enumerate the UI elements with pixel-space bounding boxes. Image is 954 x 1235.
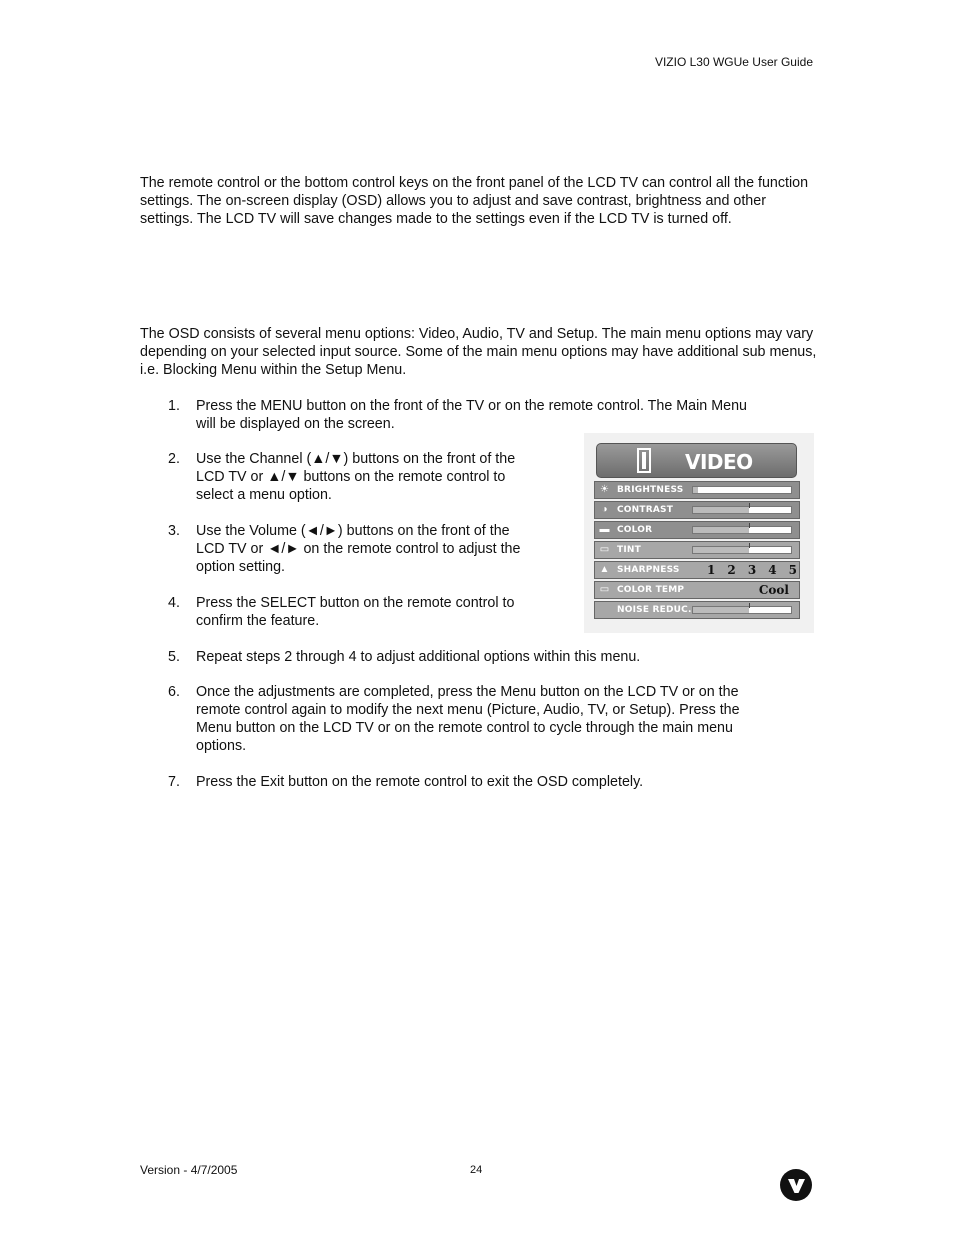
page-header: VIZIO L30 WGUe User Guide [654, 55, 813, 69]
sharpness-option: 4 [768, 563, 777, 577]
step-line: remote control again to modify the next menu (Picture, Audio, TV, or Setup). Press the [196, 702, 740, 718]
page-number: 24 [470, 1164, 483, 1176]
sharpness-icon: ▲ [599, 564, 610, 575]
step-line: Menu button on the LCD TV or on the remote control to cycle through the main menu [196, 720, 733, 736]
sharpness-option: 5 [788, 563, 797, 577]
osd-row-tint [594, 541, 800, 559]
osd-video-menu-image [584, 433, 814, 633]
osd-row-label: SHARPNESS [617, 565, 680, 575]
tint-icon: ▭ [599, 544, 610, 555]
osd-level-bar [692, 486, 792, 494]
osd-row-label: COLOR TEMP [617, 585, 685, 595]
osd-level-fill [693, 487, 698, 493]
osd-row-label: TINT [617, 545, 641, 555]
contrast-icon: ◑ [601, 504, 608, 515]
osd-paragraph: The OSD consists of several menu options: Video, Audio, TV and Setup. The main menu options may vary depending on your selected input source. Some of the main menu options may have additional sub menus, i.e. Blocking Menu within the Setup Menu. [140, 326, 817, 378]
step-number: 4. [168, 595, 180, 611]
osd-level-fill [693, 507, 749, 513]
step-line: LCD TV or ▲/▼ buttons on the remote control to [196, 469, 506, 485]
step-line: Press the Exit button on the remote control to exit the OSD completely. [196, 774, 644, 790]
step-line: Use the Channel (▲/▼) buttons on the front of the [196, 451, 516, 467]
vizio-v-icon [780, 1169, 812, 1201]
osd-row-label: CONTRAST [617, 505, 674, 515]
vizio-logo [780, 1169, 812, 1201]
step-line: confirm the feature. [196, 613, 320, 629]
osd-title: VIDEO [685, 450, 753, 474]
step-line: Once the adjustments are completed, press the Menu button on the LCD TV or on the [196, 684, 739, 700]
step-number: 5. [168, 649, 180, 665]
osd-row-sharpness [594, 561, 800, 579]
osd-level-bar [692, 546, 792, 554]
osd-row-color-temp [594, 581, 800, 599]
osd-center-tick [749, 543, 750, 548]
step-number: 1. [168, 398, 180, 414]
osd-level-bar [692, 526, 792, 534]
step-line: options. [196, 738, 247, 754]
osd-level-bar [692, 606, 792, 614]
osd-center-tick [749, 503, 750, 508]
osd-row-color [594, 521, 800, 539]
step-number: 2. [168, 451, 180, 467]
sharpness-option: 3 [747, 563, 757, 577]
step-number: 7. [168, 774, 180, 790]
osd-row-label: COLOR [617, 525, 653, 535]
film-icon [637, 448, 651, 473]
color-temp-value: Cool [758, 583, 789, 597]
osd-level-fill [693, 527, 749, 533]
sun-icon: ☀ [600, 484, 609, 495]
osd-center-tick [749, 603, 750, 608]
step-line: Repeat steps 2 through 4 to adjust additional options within this menu. [196, 649, 641, 665]
sharpness-options [707, 563, 797, 577]
step-line: select a menu option. [196, 487, 332, 503]
step-line: Press the MENU button on the front of the TV or on the remote control. The Main Menu [196, 398, 747, 414]
intro-paragraph: The remote control or the bottom control keys on the front panel of the LCD TV can control all the function settings. The on-screen display (OSD) allows you to adjust and save contrast, brightness and other settings. The LCD TV will save changes made to the settings even if the LCD TV is turned off. [140, 175, 809, 227]
color-icon: ▬ [599, 524, 610, 535]
step-number: 6. [168, 684, 180, 700]
footer-version: Version - 4/7/2005 [140, 1163, 238, 1177]
osd-row-label: NOISE REDUC. [617, 605, 692, 615]
step-line: option setting. [196, 559, 286, 575]
step-line: Press the SELECT button on the remote control to [196, 595, 515, 611]
osd-center-tick [749, 523, 750, 528]
osd-row-noise-reduction [594, 601, 800, 619]
step-line: Use the Volume (◄/►) buttons on the front of the [196, 523, 510, 539]
color-temp-icon: ▭ [599, 584, 610, 595]
osd-row-contrast [594, 501, 800, 519]
sharpness-option: 2 [727, 563, 736, 577]
osd-row-brightness [594, 481, 800, 499]
step-line: will be displayed on the screen. [196, 416, 395, 432]
osd-level-fill [693, 607, 749, 613]
osd-level-bar [692, 506, 792, 514]
step-line: LCD TV or ◄/► on the remote control to adjust the [196, 541, 521, 557]
step-number: 3. [168, 523, 180, 539]
osd-title-bar [596, 443, 797, 478]
sharpness-option: 1 [707, 563, 716, 577]
osd-row-label: BRIGHTNESS [617, 485, 684, 495]
osd-level-fill [693, 547, 749, 553]
